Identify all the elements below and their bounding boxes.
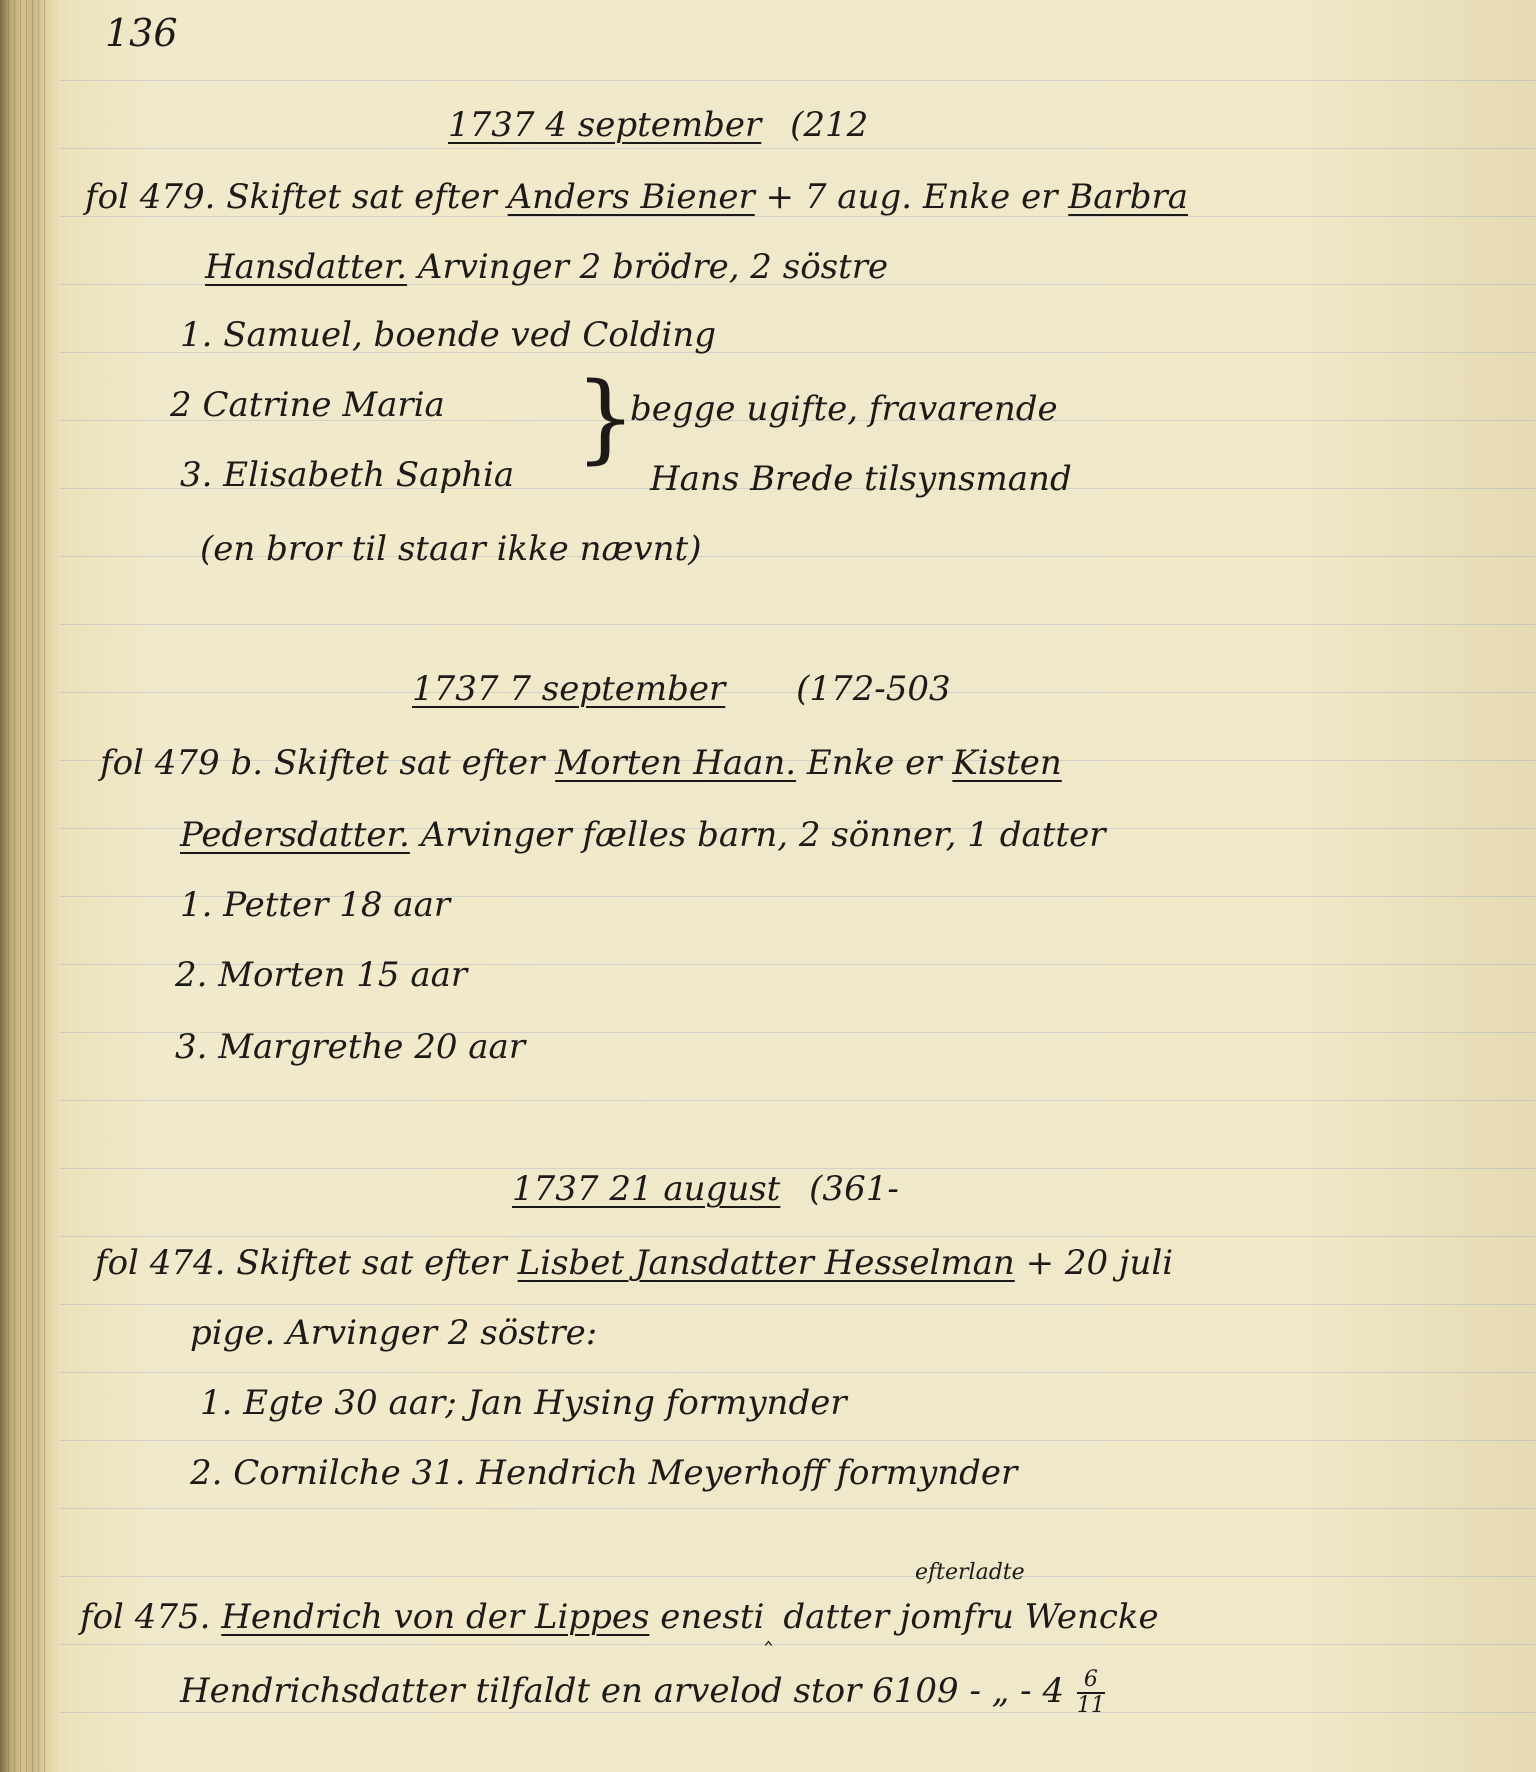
entry-1-widow-first: Barbra — [1068, 177, 1189, 217]
entry-4-insertion: efterladte — [915, 1560, 1025, 1585]
amount-fraction: $\frac{6}{11}$ — [1076, 1667, 1105, 1719]
entry-3-heir-1: 1. Egte 30 aar; Jan Hysing formynder — [200, 1383, 847, 1423]
insertion-caret-icon: ‸ — [764, 1618, 773, 1646]
entry-3-folio: fol 474. — [95, 1243, 226, 1283]
entry-1-date: 1737 4 september — [448, 105, 762, 145]
entry-1-ref: (212 — [790, 105, 869, 145]
entry-1-heading — [448, 105, 869, 145]
entry-1-folio: fol 479. — [85, 177, 216, 217]
entry-2-widow-last: Pedersdatter. — [180, 815, 410, 855]
entry-2-line-2: Pedersdatter. Arvinger fælles barn, 2 sönner, 1 datter — [180, 815, 1106, 855]
entry-1-heir-2: 2 Catrine Maria — [170, 385, 445, 425]
entry-3-line-1: fol 474. Skiftet sat efter Lisbet Jansdatter Hesselman + 20 juli — [95, 1243, 1174, 1283]
entry-1-note: (en bror til staar ikke nævnt) — [200, 529, 702, 569]
entry-2-line-1: fol 479 b. Skiftet sat efter Morten Haan. Enke er Kisten — [100, 743, 1062, 783]
entry-2-widow-first: Kisten — [952, 743, 1062, 783]
entry-2-heir-1: 1. Petter 18 aar — [180, 885, 451, 925]
entry-4-folio: fol 475. — [80, 1597, 211, 1637]
entry-1-brace-note-1: begge ugifte, fravarende — [630, 389, 1058, 429]
entry-2-folio: fol 479 b. — [100, 743, 264, 783]
entry-3-deceased: Lisbet Jansdatter Hesselman — [517, 1243, 1015, 1283]
entry-4-line-1: fol 475. Hendrich von der Lippes enesti$_‸$ datter jomfru Wencke — [80, 1597, 1159, 1646]
entry-1-widow-last: Hansdatter. — [205, 247, 408, 287]
entry-1-heir-1: 1. Samuel, boende ved Colding — [180, 315, 717, 355]
entry-2-deceased: Morten Haan. — [555, 743, 797, 783]
entry-3-date: 1737 21 august — [512, 1169, 781, 1209]
page-number: 136 — [105, 11, 178, 55]
entry-1-deceased: Anders Biener — [507, 177, 755, 217]
entry-2-heading — [412, 669, 951, 709]
entry-2-heir-3: 3. Margrethe 20 aar — [175, 1027, 526, 1067]
entry-1-brace-note-2: Hans Brede tilsynsmand — [650, 459, 1072, 499]
entry-1-heir-3: 3. Elisabeth Saphia — [180, 455, 515, 495]
entry-2-heir-2: 2. Morten 15 aar — [175, 955, 468, 995]
entry-2-date: 1737 7 september — [412, 669, 726, 709]
entry-4-deceased: Hendrich von der Lippes — [221, 1597, 650, 1637]
entry-3-heir-2: 2. Cornilche 31. Hendrich Meyerhoff formynder — [190, 1453, 1018, 1493]
entry-4-line-2: Hendrichsdatter tilfaldt en arvelod stor 6109 - „ - 4 $\frac{6}{11}$ — [180, 1667, 1105, 1719]
entry-1-line-1: fol 479. Skiftet sat efter Anders Biener + 7 aug. Enke er Barbra — [85, 177, 1189, 217]
entry-3-heading — [512, 1169, 899, 1209]
entry-1-line-2: Hansdatter. Arvinger 2 brödre, 2 söstre — [205, 247, 889, 287]
entry-1-brace: } — [575, 362, 637, 474]
entry-3-line-2: pige. Arvinger 2 söstre: — [190, 1313, 598, 1353]
entry-2-ref: (172-503 — [796, 669, 951, 709]
entry-3-ref: (361- — [809, 1169, 899, 1209]
